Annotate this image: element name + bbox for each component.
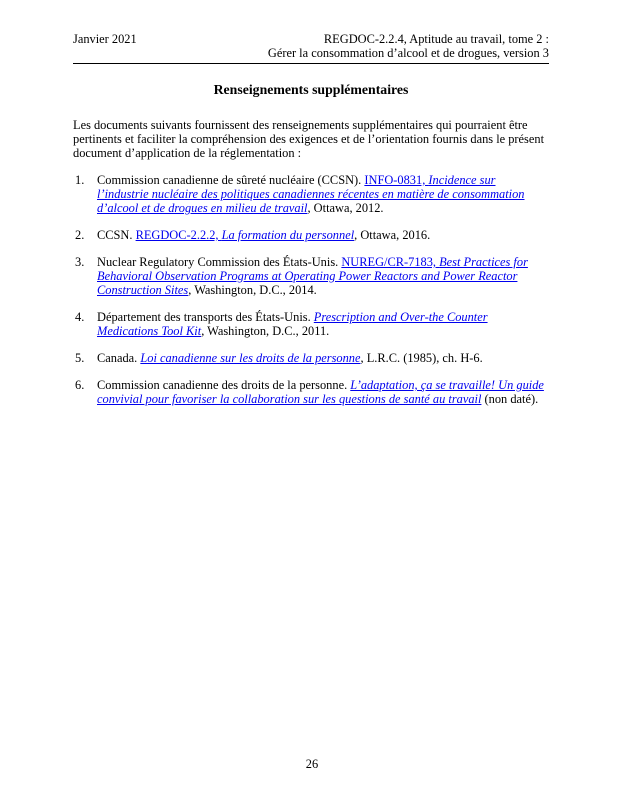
reference-suffix: , L.R.C. (1985), ch. H-6. bbox=[360, 351, 483, 365]
reference-prefix: Nuclear Regulatory Commission des États-Unis. bbox=[97, 255, 342, 269]
reference-text bbox=[97, 228, 549, 242]
reference-link-title: Best Practices for Behavioral Observation Programs at Operating Power Reactors and Power Reactor Construction Sites bbox=[97, 255, 528, 297]
reference-item-6 bbox=[73, 378, 549, 406]
reference-suffix: , Ottawa, 2016. bbox=[354, 228, 431, 242]
page-number: 26 bbox=[305, 757, 319, 771]
reference-prefix: Commission canadienne de sûreté nucléaire (CCSN). bbox=[97, 173, 365, 187]
reference-link-title: Prescription and Over-the Counter Medications Tool Kit bbox=[97, 310, 488, 338]
reference-item-2 bbox=[73, 228, 549, 242]
reference-link-title: L’adaptation, ça se travaille! Un guide convivial pour favoriser la collaboration sur les questions de santé au travail bbox=[97, 378, 544, 406]
reference-text bbox=[97, 351, 549, 365]
reference-text bbox=[97, 310, 549, 338]
reference-text bbox=[97, 378, 549, 406]
page-header bbox=[73, 32, 549, 60]
reference-link-title: Loi canadienne sur les droits de la personne bbox=[140, 351, 361, 365]
reference-prefix: Département des transports des États-Unis. bbox=[97, 310, 314, 324]
reference-prefix: CCSN. bbox=[97, 228, 136, 242]
reference-number: 2. bbox=[75, 228, 85, 242]
reference-link-id: REGDOC-2.2.2, bbox=[135, 228, 222, 242]
reference-item-3 bbox=[73, 255, 549, 297]
reference-prefix: Commission canadienne des droits de la personne. bbox=[97, 378, 351, 392]
reference-number: 1. bbox=[75, 173, 85, 187]
reference-list bbox=[73, 173, 549, 406]
reference-link-title: Incidence sur l’industrie nucléaire des politiques canadiennes récentes en matière de consommation d’alcool et de drogues en milieu de travail bbox=[97, 173, 525, 215]
reference-item-4 bbox=[73, 310, 549, 338]
header-doc-title-line1: REGDOC-2.2.4, Aptitude au travail, tome 2 : bbox=[323, 32, 549, 46]
reference-link-id: NUREG/CR-7183, bbox=[341, 255, 440, 269]
reference-link-title: La formation du personnel bbox=[221, 228, 355, 242]
header-date: Janvier 2021 bbox=[73, 32, 137, 46]
reference-suffix: (non daté). bbox=[481, 392, 539, 406]
reference-suffix: , Washington, D.C., 2014. bbox=[188, 283, 317, 297]
reference-prefix: Canada. bbox=[97, 351, 141, 365]
reference-number: 6. bbox=[75, 378, 85, 392]
header-rule bbox=[73, 63, 549, 64]
reference-suffix: , Washington, D.C., 2011. bbox=[201, 324, 330, 338]
reference-number: 3. bbox=[75, 255, 85, 269]
reference-link[interactable] bbox=[140, 351, 360, 365]
reference-text bbox=[97, 255, 549, 297]
reference-link[interactable] bbox=[136, 228, 355, 242]
reference-number: 5. bbox=[75, 351, 85, 365]
reference-item-5 bbox=[73, 351, 549, 365]
reference-number: 4. bbox=[75, 310, 85, 324]
header-doc-title bbox=[268, 32, 549, 60]
reference-item-1 bbox=[73, 173, 549, 215]
section-title: Renseignements supplémentaires bbox=[213, 82, 409, 97]
reference-link-id: INFO-0831, bbox=[364, 173, 429, 187]
reference-suffix: , Ottawa, 2012. bbox=[307, 201, 384, 215]
header-doc-title-line2: Gérer la consommation d’alcool et de drogues, version 3 bbox=[267, 46, 549, 60]
reference-text bbox=[97, 173, 549, 215]
intro-paragraph: Les documents suivants fournissent des renseignements supplémentaires qui pourraient être pertinents et faciliter la compréhension des exigences et de l’orientation fournis dans le présent document d’application de la réglementation : bbox=[73, 118, 545, 160]
